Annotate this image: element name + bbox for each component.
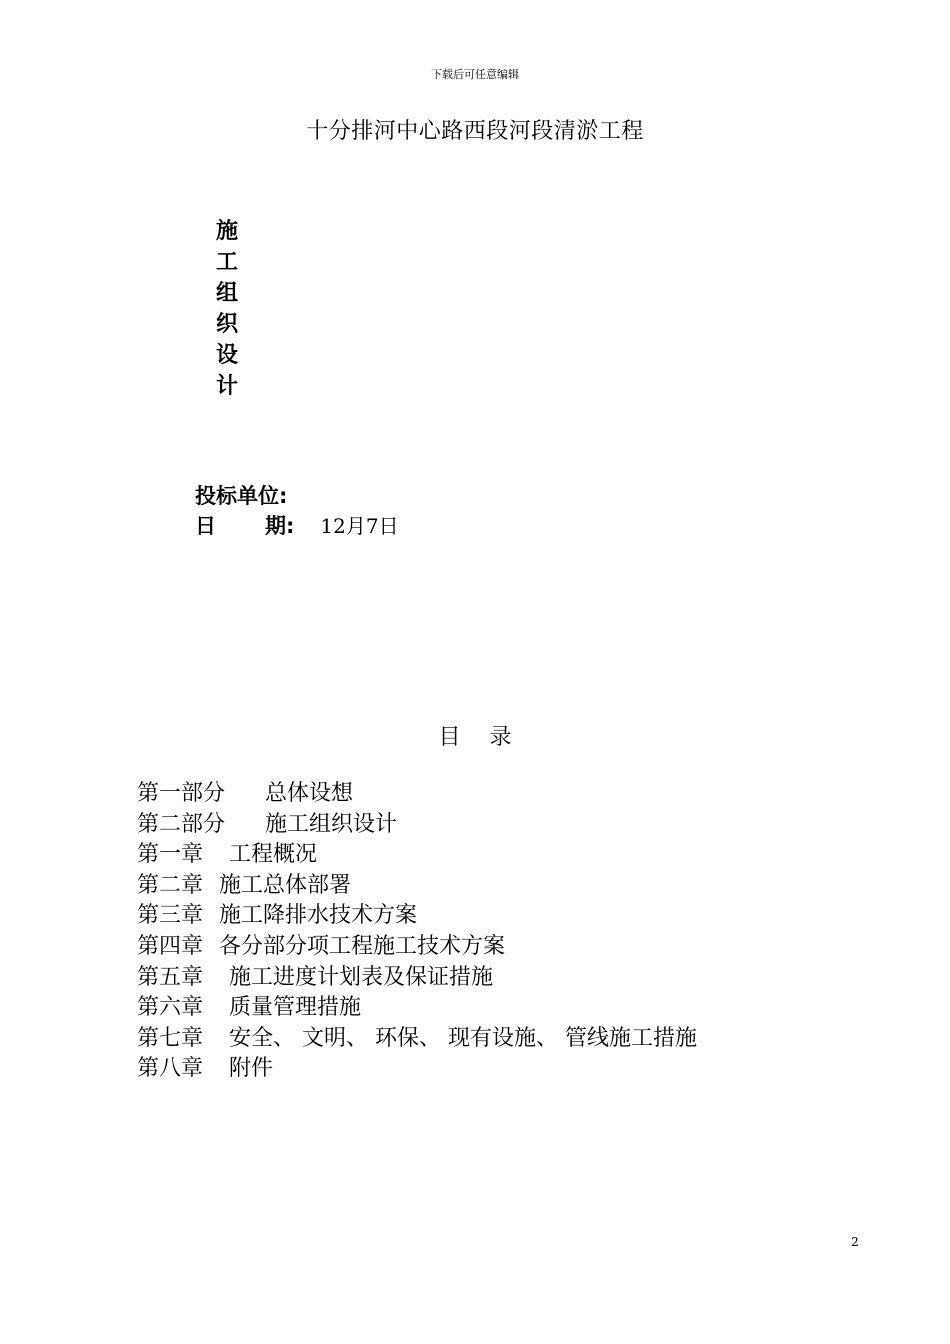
bidder-field (195, 481, 287, 511)
title-char: 织 (215, 312, 238, 337)
date-field (195, 511, 399, 541)
toc-item-title: 工程概况 (229, 842, 318, 868)
bidder-label: 投标单位: (195, 484, 288, 508)
title-char: 施 (215, 219, 238, 244)
toc-item-number: 第五章 (137, 964, 204, 990)
toc-item-title: 施工总体部署 (219, 872, 352, 898)
toc-item (137, 901, 697, 932)
title-char: 工 (215, 250, 238, 275)
project-title: 十分排河中心路西段河段清淤工程 (306, 119, 644, 144)
toc-item-title: 施工组织设计 (265, 811, 398, 837)
toc-item-number: 第一部分 (137, 781, 226, 806)
toc-item (137, 779, 697, 810)
toc-item (137, 871, 697, 902)
toc-item-number: 第二章 (137, 872, 204, 898)
toc-item (137, 932, 697, 963)
table-of-contents (137, 779, 697, 1085)
toc-item-number: 第一章 (137, 842, 204, 868)
toc-item-title: 质量管理措施 (229, 995, 362, 1021)
toc-item (137, 840, 697, 871)
document-type-title (212, 216, 242, 402)
toc-item-number: 第二部分 (137, 811, 226, 837)
page-number: 2 (851, 1235, 859, 1249)
toc-item (137, 1054, 697, 1085)
toc-item (137, 993, 697, 1024)
toc-item-number: 第三章 (137, 903, 204, 929)
toc-item-number: 第七章 (137, 1025, 204, 1051)
toc-item-title: 施工降排水技术方案 (219, 903, 418, 929)
toc-heading: 目 录 (438, 725, 512, 750)
toc-item (137, 963, 697, 994)
date-label-second: 期: (265, 514, 295, 538)
toc-item-title: 各分部分项工程施工技术方案 (219, 933, 506, 959)
toc-item (137, 1024, 697, 1055)
toc-item-title: 总体设想 (265, 781, 354, 806)
toc-item-title: 安全、 文明、 环保、 现有设施、 管线施工措施 (229, 1025, 697, 1051)
toc-item-number: 第八章 (137, 1056, 204, 1082)
title-char: 设 (215, 343, 238, 368)
title-char: 计 (215, 374, 238, 399)
toc-item-number: 第四章 (137, 933, 204, 959)
date-value: 12月7日 (320, 514, 399, 538)
header-note: 下载后可任意编辑 (431, 68, 519, 81)
title-char: 组 (215, 281, 238, 306)
toc-item-number: 第六章 (137, 995, 204, 1021)
toc-item-title: 附件 (229, 1056, 274, 1082)
date-label-first: 日 (195, 514, 216, 538)
toc-item (137, 810, 697, 841)
toc-item-title: 施工进度计划表及保证措施 (229, 964, 494, 990)
